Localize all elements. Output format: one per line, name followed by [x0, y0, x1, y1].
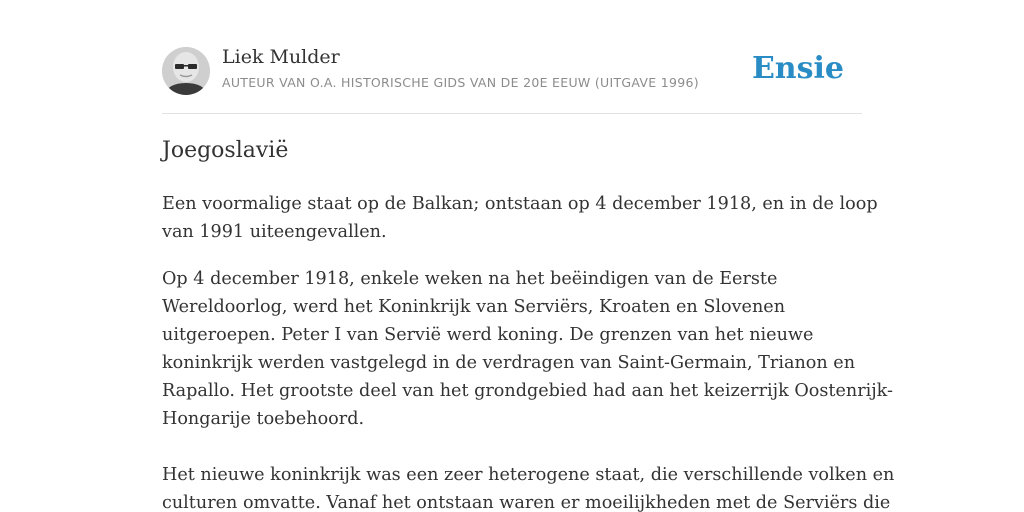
paragraph-line: Rapallo. Het grootste deel van het grondgebied had aan het keizerrijk Oostenrijk- — [162, 381, 893, 401]
paragraph-line: Hongarije toebehoord. — [162, 409, 365, 429]
paragraph-line: Wereldoorlog, werd het Koninkrijk van Serviërs, Kroaten en Slovenen — [162, 297, 786, 317]
header-divider — [162, 113, 862, 114]
author-header — [162, 46, 862, 96]
paragraph-line: van 1991 uiteengevallen. — [162, 222, 387, 242]
author-description: AUTEUR VAN O.A. HISTORISCHE GIDS VAN DE 20E EEUW (UITGAVE 1996) — [222, 75, 699, 90]
paragraph-line: uitgeroepen. Peter I van Servië werd koning. De grenzen van het nieuwe — [162, 325, 814, 345]
paragraph-line: culturen omvatte. Vanaf het ontstaan waren er moeilijkheden met de Serviërs die — [162, 493, 891, 512]
paragraph-line: Een voormalige staat op de Balkan; ontstaan op 4 december 1918, en in de loop — [162, 194, 878, 214]
author-photo — [162, 47, 210, 95]
author-name[interactable]: Liek Mulder — [222, 46, 340, 68]
article-title: Joegoslavië — [162, 138, 289, 163]
paragraph-line: Het nieuwe koninkrijk was een zeer heterogene staat, die verschillende volken en — [162, 465, 895, 485]
article-paragraph — [162, 461, 895, 512]
author-avatar[interactable] — [162, 47, 210, 95]
article-paragraph — [162, 190, 878, 246]
paragraph-line: koninkrijk werden vastgelegd in de verdragen van Saint-Germain, Trianon en — [162, 353, 856, 373]
ensie-logo[interactable]: Ensie — [751, 51, 844, 86]
paragraph-line: Op 4 december 1918, enkele weken na het beëindigen van de Eerste — [162, 269, 778, 289]
article-paragraph — [162, 265, 893, 433]
